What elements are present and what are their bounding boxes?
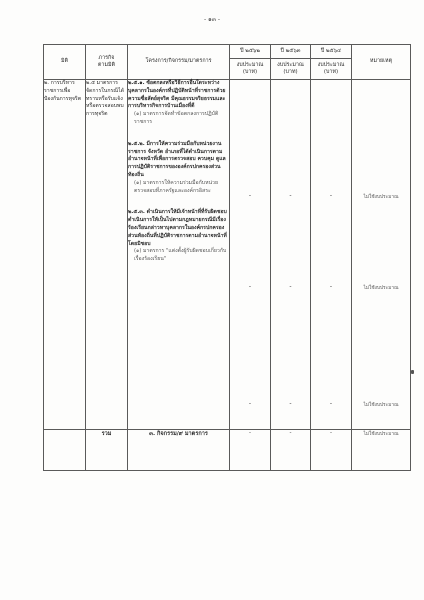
total-summary: ๓. กิจกรรม/๙ มาตรการ	[128, 430, 230, 471]
budget-value: -	[289, 283, 292, 290]
header-dimension: มิติ	[44, 45, 86, 80]
budget-value: -	[329, 283, 333, 290]
budget-col-1	[230, 80, 271, 430]
plan-table	[43, 44, 411, 471]
scan-mark	[411, 370, 414, 374]
project-item	[128, 141, 229, 196]
header-year-1: ปี ๒๕๖๒	[230, 45, 271, 59]
project-item-title: ๒.๕.๓. ดำเนินการให้มีเจ้าหน้าที่ที่รับผิดชอบดำเนินการให้เป็นไปตามกฎหมายกรณีมีเรื่องร้องเรียนกล่าวหาบุคลากรในองค์กรปกครองส่วนท้องถิ่นที่ปฏิบัติราชการตามอำนาจหน้าที่โดยมิชอบ	[128, 209, 227, 247]
budget-value: -	[248, 283, 252, 290]
remark-value: ไม่ใช้งบประมาณ	[363, 195, 399, 200]
page-number: - ๑๓ -	[203, 16, 221, 23]
budget-col-2	[271, 80, 311, 430]
project-item-measure: (๑) มาตรการจัดทำข้อตกลงการปฏิบัติราชการ	[134, 111, 219, 125]
budget-col-3	[311, 80, 352, 430]
project-item-title: ๒.๕.๒. มีการให้ความร่วมมือกับหน่วยงานราชการ จังหวัด อำเภอที่ได้ดำเนินการตามอำนาจหน้าที่เพื่อการตรวจสอบ ควบคุม ดูแลการปฏิบัติราชการขององค์กรปกครองส่วนท้องถิ่น	[128, 140, 226, 178]
budget-value: -	[329, 192, 333, 199]
budget-value: -	[248, 192, 252, 199]
header-budget-3: งบประมาณ (บาท)	[311, 59, 352, 80]
remark-col	[352, 80, 411, 430]
header-year-2: ปี ๒๕๖๓	[271, 45, 311, 59]
header-year-3: ปี ๒๕๖๔	[311, 45, 352, 59]
header-mission: ภารกิจ ตามมิติ	[86, 45, 128, 80]
header-budget-1: งบประมาณ (บาท)	[230, 59, 271, 80]
project-item-title: ๒.๕.๑. ซ้อตกลงหรือวิธีการอื่นใดระหว่างบุคลากรในองค์กรที่ปฏิบัติหน้าที่ราชการด้วยความซื่อสัตย์สุจริต มีคุณธรรมจริยธรรมและการบริหารกิจการบ้านเมืองที่ดี	[128, 80, 226, 110]
budget-value: -	[289, 400, 292, 407]
total-row	[44, 430, 411, 471]
total-budget-1: -	[230, 430, 271, 471]
project-item-measure: (๑) มาตรการให้ความร่วมมือกับหน่วยตรวจสอบที่ภาครัฐและองค์กรอิสระ	[134, 179, 218, 194]
project-cell	[128, 80, 230, 430]
header-project: โครงการ/กิจกรรม/มาตรการ	[128, 45, 230, 80]
project-item-measure: (๑) มาตรการ "แต่งตั้งผู้รับผิดชอบเกี่ยวกับเรื่องร้องเรียน"	[134, 248, 227, 263]
total-remark: ไม่ใช้งบประมาณ	[352, 430, 411, 471]
remark-value: ไม่ใช้งบประมาณ	[363, 403, 399, 408]
total-empty	[44, 430, 86, 471]
total-budget-2: -	[271, 430, 311, 471]
header-budget-2: งบประมาณ (บาท)	[271, 59, 311, 80]
project-item	[128, 80, 229, 127]
project-item	[128, 209, 229, 264]
remark-value: ไม่ใช้งบประมาณ	[363, 286, 399, 291]
dimension-cell: ๒. การบริหารราชการเพื่อป้องกันการทุจริต	[44, 80, 86, 430]
total-label: รวม	[86, 430, 128, 471]
budget-value: -	[289, 192, 292, 199]
mission-cell: ๒.๕ มาตรการจัดการในกรณีได้ทราบหรือรับแจ้งหรือตรวจสอบพบการทุจริต	[86, 80, 128, 430]
total-budget-3: -	[311, 430, 352, 471]
budget-value: -	[248, 400, 252, 407]
header-remark: หมายเหตุ	[352, 45, 411, 80]
budget-value: -	[329, 400, 333, 407]
